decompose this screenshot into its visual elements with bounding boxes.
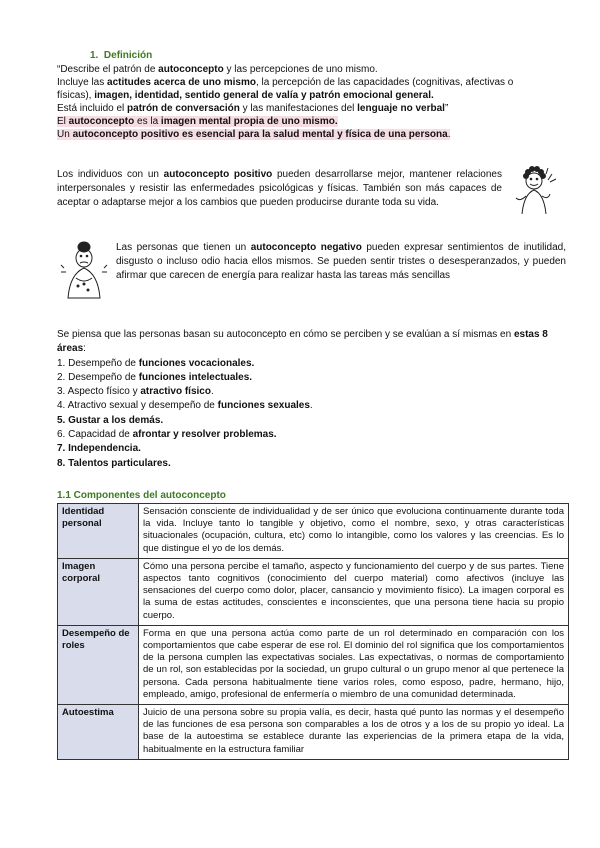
area-item: 6. Capacidad de afrontar y resolver problemas. bbox=[57, 429, 277, 441]
row-label: Desempeño de roles bbox=[58, 625, 139, 704]
area-item: 4. Atractivo sexual y desempeño de funciones sexuales. bbox=[57, 400, 313, 412]
row-label: Imagen corporal bbox=[58, 558, 139, 625]
highlight-line-2: Un autoconcepto positivo es esencial para la salud mental y física de una persona. bbox=[57, 129, 451, 140]
table-row bbox=[58, 625, 569, 704]
table-row bbox=[58, 558, 569, 625]
area-item: 1. Desempeño de funciones vocacionales. bbox=[57, 357, 255, 369]
happy-woman-illustration bbox=[508, 160, 558, 220]
table-row bbox=[58, 504, 569, 559]
area-item: 3. Aspecto físico y atractivo físico. bbox=[57, 386, 214, 398]
areas-intro: Se piensa que las personas basan su autoconcepto en cómo se perciben y se evalúan a sí mismas en estas 8 áreas: bbox=[57, 329, 548, 355]
area-item: 5. Gustar a los demás. bbox=[57, 414, 164, 426]
row-description: Cómo una persona percibe el tamaño, aspecto y funcionamiento del cuerpo y de sus partes. Tiene aspectos tanto cognitivos (conocimiento del cuerpo material) como afectivos (incluye las sensaciones del cuerpo como dolor, placer, cansancio y movimiento físico). La imagen corporal es la suma de estas actitudes, conscientes e inconscientes, que una persona tiene hacia su propio cuerpo. bbox=[139, 558, 569, 625]
area-item: 8. Talentos particulares. bbox=[57, 457, 171, 469]
section-heading bbox=[90, 49, 152, 62]
section-title: Definición bbox=[103, 50, 153, 61]
highlight-line-1: El autoconcepto es la imagen mental propia de uno mismo. bbox=[57, 116, 338, 127]
section-number: 1. bbox=[90, 50, 99, 61]
negative-paragraph: Las personas que tienen un autoconcepto negativo pueden expresar sentimientos de inutilidad, disgusto o incluso odio hacia ellos mismos. Se pueden sentir tristes o desesperanzados, y pueden afirmar que carecen de energía para realizar hasta las tareas más sencillas bbox=[116, 242, 566, 282]
definition-line-4: Está incluido el patrón de conversación y las manifestaciones del lenguaje no verbal” bbox=[57, 103, 449, 114]
definition-line-1: “Describe el patrón de autoconcepto y las percepciones de uno mismo. bbox=[57, 64, 378, 75]
positive-paragraph: Los individuos con un autoconcepto positivo pueden desarrollarse mejor, mantener relaciones interpersonales y resistir las enfermedades psicológicas y físicas. También son más capaces de aceptar o adaptarse mejor a los cambios que pueden producirse durante toda su vida. bbox=[57, 169, 502, 209]
components-table bbox=[57, 503, 569, 760]
row-description: Sensación consciente de individualidad y de ser único que evoluciona continuamente durante toda la vida. Incluye tanto lo tangible y objetivo, como el nombre, sexo, y otras características situacionales (ocupación, cultura, etc) como lo intangible, como los valores y las creencias. Es lo que distingue el yo de los demás. bbox=[139, 504, 569, 559]
area-item: 7. Independencia. bbox=[57, 443, 141, 455]
row-label: Autoestima bbox=[58, 705, 139, 760]
area-item: 2. Desempeño de funciones intelectuales. bbox=[57, 371, 253, 383]
row-description: Forma en que una persona actúa como parte de un rol determinado en comparación con los comportamientos que cabe esperar de ese rol. El dominio del rol significa que los comportamientos de la persona cumplen las expectativas sociales. Las expectativas, o normas de comportamiento de un rol, son establecidas por la sociedad, un grupo cultural o un grupo menor al que pertenece la persona. Cada persona habitualmente tiene varios roles, como esposo, padre, hermano, hijo, empleado, amigo, profesional de enfermería o miembro de una comunidad determinada. bbox=[139, 625, 569, 704]
definition-block bbox=[57, 63, 577, 141]
table-row bbox=[58, 705, 569, 760]
definition-line-3: físicas), imagen, identidad, sentido general de valía y patrón emocional general. bbox=[57, 90, 434, 101]
areas-block bbox=[57, 328, 572, 471]
sad-woman-illustration bbox=[58, 238, 110, 302]
components-title: 1.1 Componentes del autoconcepto bbox=[57, 490, 226, 501]
row-label: Identidad personal bbox=[58, 504, 139, 559]
row-description: Juicio de una persona sobre su propia valía, es decir, hasta qué punto las normas y el desempeño de las funciones de esa persona son comparables a los de otros y a los de su propio yo ideal. La base de la autoestima se establece durante las experiencias de la primera etapa de la vida, habitualmente en la estructura familiar bbox=[139, 705, 569, 760]
definition-line-2: Incluye las actitudes acerca de uno mismo, la percepción de las capacidades (cognitivas, afectivas o bbox=[57, 77, 514, 88]
